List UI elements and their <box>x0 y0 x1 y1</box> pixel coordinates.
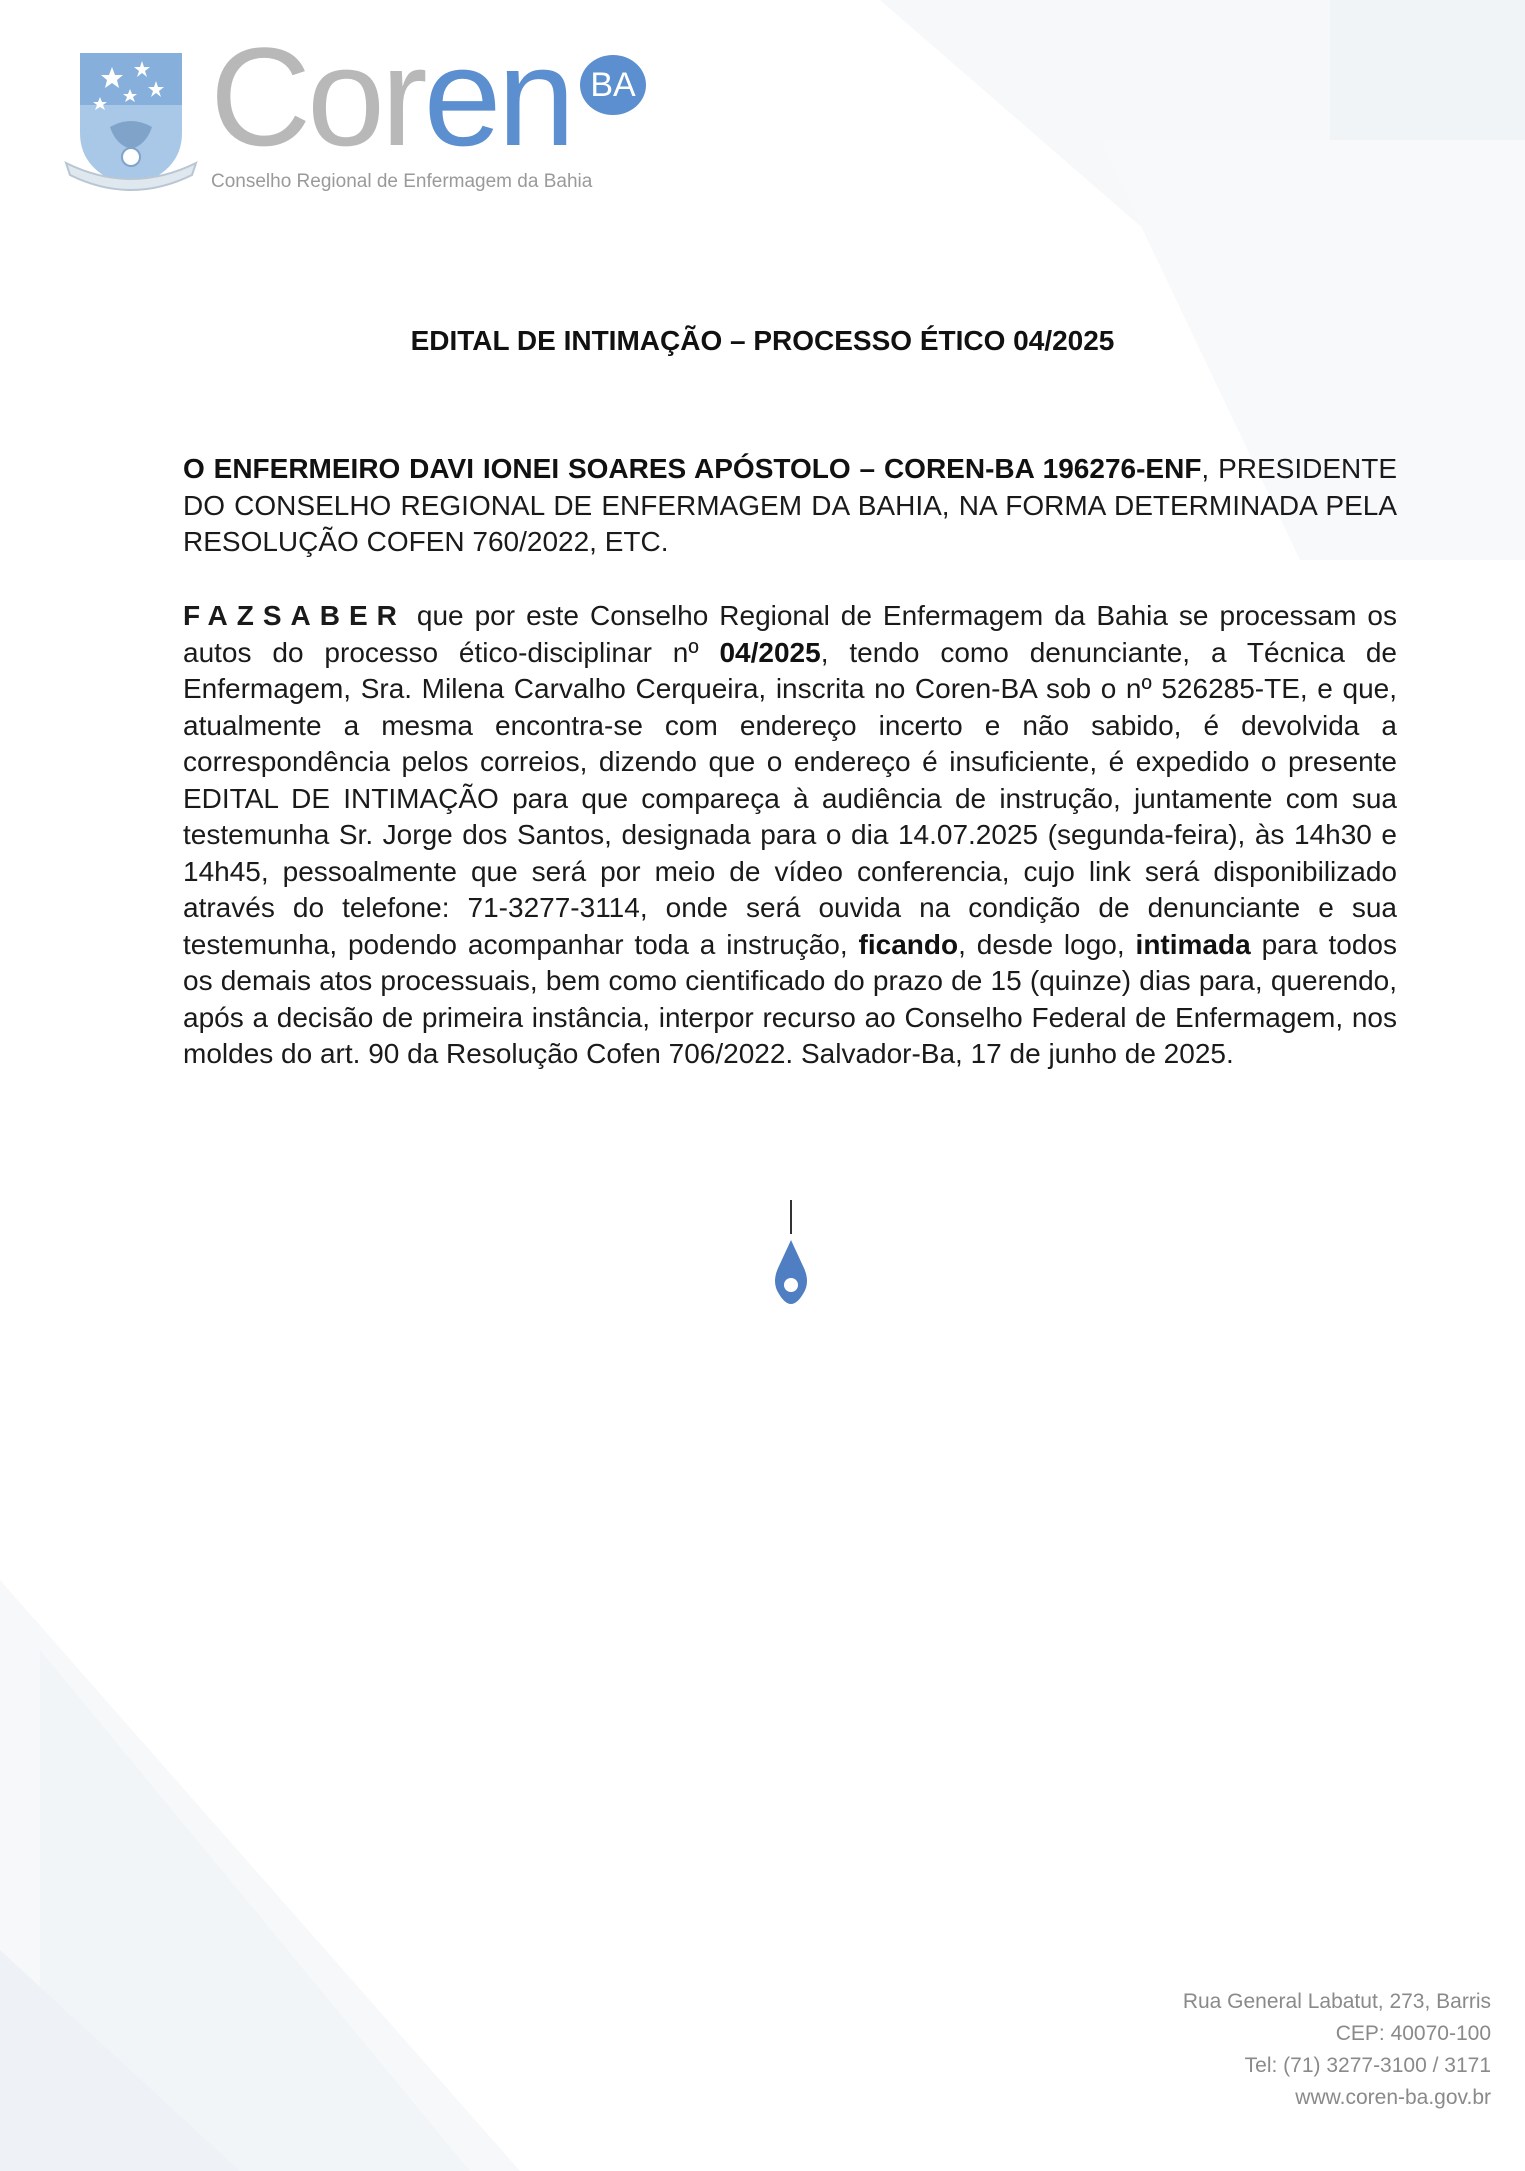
footer-cep: CEP: 40070-100 <box>1335 2022 1491 2045</box>
logo-wordmark <box>210 18 572 175</box>
president-name: O ENFERMEIRO DAVI IONEI SOARES APÓSTOLO – COREN-BA 196276-ENF <box>183 453 1202 484</box>
document-title: EDITAL DE INTIMAÇÃO – PROCESSO ÉTICO 04/2025 <box>410 325 1115 356</box>
ficando-word: ficando <box>858 928 959 960</box>
process-number: 04/2025 <box>719 636 821 668</box>
body-text-d: para todos os demais atos processuais, bem como cientificado do prazo de 15 (quinze) dias para, querendo, após a decisão de primeira instância, interpor recurso ao Conselho Federal de Enfermagem, nos moldes do art. 90 da Resolução Cofen 706/2022. Salvador-Ba, 17 de junho de 2025. <box>183 928 1397 1069</box>
logo-word-gray: Cor <box>210 18 424 175</box>
body-text-a: que por este Conselho Regional de Enfermagem da Bahia se processam os autos do processo ético-disciplinar nº <box>183 600 1397 668</box>
footer-phone: Tel: (71) 3277-3100 / 3171 <box>1244 2054 1491 2077</box>
coren-logo <box>60 18 660 205</box>
footer-address: Rua General Labatut, 273, Barris <box>1182 1990 1491 2013</box>
coren-shield-icon <box>60 45 210 195</box>
body-text-b: , tendo como denunciante, a Técnica de Enfermagem, Sra. Milena Carvalho Cerqueira, inscrita no Coren-BA sob o nº 526285-TE, e que, atualmente a mesma encontra-se com endereço incerto e não sabido, é devolvida a correspondência pelos correios, dizendo que o endereço é insuficiente, é expedido o presente EDITAL DE INTIMAÇÃO para que compareça à audiência de instrução, juntamente com sua testemunha Sr. Jorge dos Santos, designada para o dia 14.07.2025 (segunda-feira), às 14h30 e 14h45, pessoalmente que será por meio de vídeo conferencia, cujo link será disponibilizado através do telefone: 71-3277-3114, onde será ouvida na condição de denunciante e sua testemunha, podendo acompanhar toda a instrução, <box>183 636 1397 960</box>
logo-badge: BA <box>580 55 646 115</box>
logo-word-blue: en <box>423 18 572 175</box>
preamble-text: , PRESIDENTE DO CONSELHO REGIONAL DE ENFERMAGEM DA BAHIA, NA FORMA DETERMINADA PELA RESOLUÇÃO COFEN 760/2022, ETC. <box>183 453 1397 557</box>
body-text-c: , desde logo, <box>958 928 1136 960</box>
drop-icon <box>767 1200 815 1310</box>
footer-contact <box>1183 1986 1491 2114</box>
preamble-paragraph <box>183 451 1397 561</box>
faz-saber-lead: FAZSABER <box>183 600 406 631</box>
footer-website: www.coren-ba.gov.br <box>1295 2086 1491 2109</box>
logo-subtitle: Conselho Regional de Enfermagem da Bahia <box>211 171 593 192</box>
intimada-word: intimada <box>1135 928 1251 960</box>
body-paragraph <box>183 598 1397 1073</box>
